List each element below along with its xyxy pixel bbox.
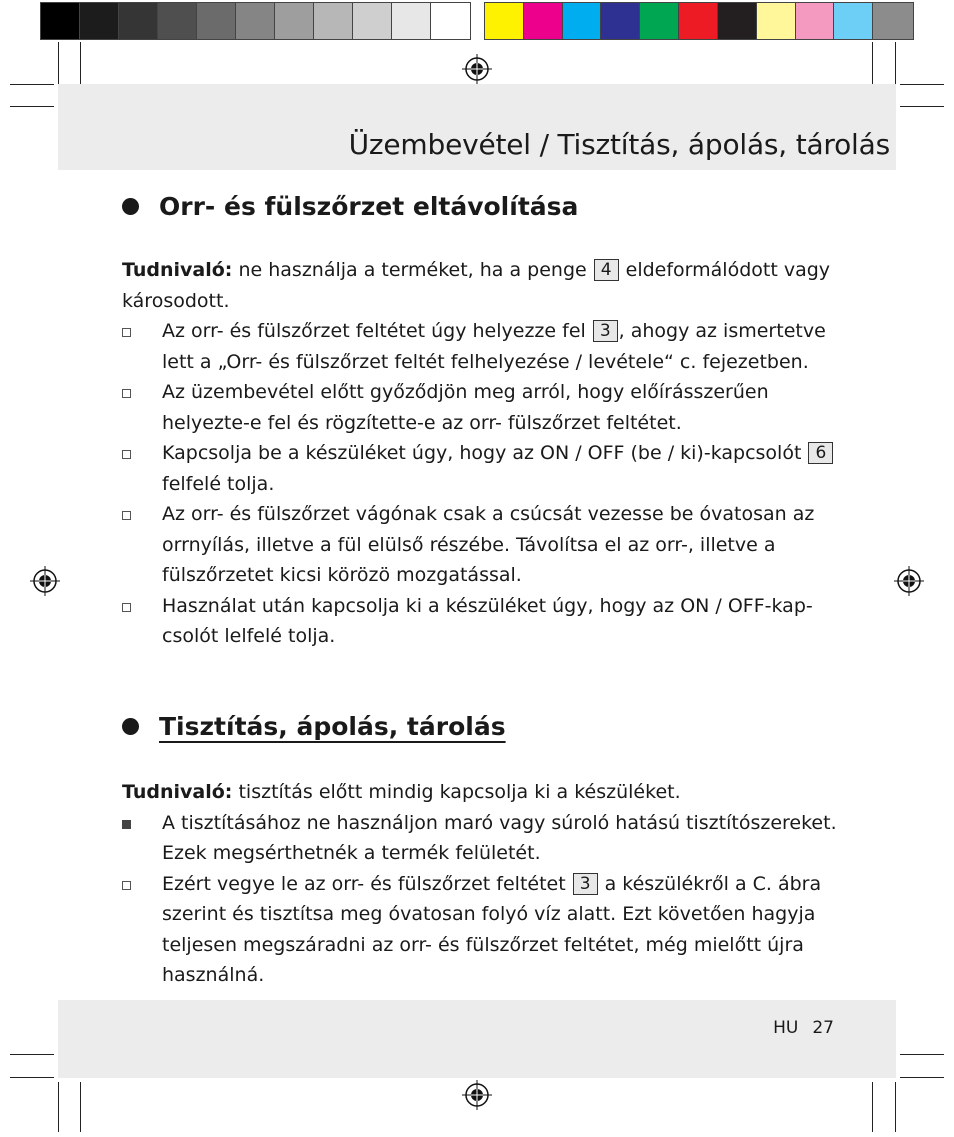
crop-mark — [872, 42, 873, 88]
crop-mark — [58, 1082, 59, 1132]
color-swatch — [679, 3, 718, 39]
list-item — [122, 808, 842, 869]
list-item-text: Az orr- és fülszőrzet feltétet úgy helyezze fel — [162, 320, 586, 342]
section-heading-text: Orr- és fülszőrzet eltávolítása — [159, 192, 579, 221]
list-item-text: Kapcsolja be a készüléket úgy, hogy az ON / OFF (be / ki)-kapcsolót — [162, 442, 802, 464]
note-label: Tudnivaló: — [122, 259, 233, 281]
filled-square-bullet-icon — [122, 820, 131, 829]
color-swatch — [718, 3, 757, 39]
gray-swatch — [80, 3, 119, 39]
list-item-text: Az orr- és fülszőrzet vágónak csak a csúcsát vezesse be óvatosan az orrnyílás, illetve a fül elülső részébe. Távolítsa el az orr-, illetve a fülszőrzetet kicsi körözö mozgatással. — [162, 503, 815, 586]
list-item-text: A tisztításához ne használjon maró vagy súroló hatású tisztítószereket. Ezek megsérthetnék a termék felületét. — [162, 811, 837, 864]
instruction-list — [122, 808, 842, 991]
page-title: Üzembevétel / Tisztítás, ápolás, tárolás — [348, 128, 890, 161]
section-hair-removal — [122, 192, 842, 221]
checkbox-bullet-icon — [122, 511, 131, 520]
page-footer — [773, 1018, 834, 1038]
color-swatch — [563, 3, 602, 39]
color-swatch — [601, 3, 640, 39]
crop-mark — [900, 106, 944, 107]
color-swatch — [834, 3, 873, 39]
bullet-dot-icon — [122, 718, 139, 735]
gray-swatch — [314, 3, 353, 39]
color-swatch — [873, 3, 913, 39]
page-number: 27 — [812, 1018, 834, 1038]
color-swatch — [640, 3, 679, 39]
list-item-text: Használat után kapcsolja ki a készüléket úgy, hogy az ON / OFF-kap-csolót lelfelé tolja. — [162, 594, 813, 647]
crop-mark — [872, 1082, 873, 1132]
gray-swatch — [41, 3, 80, 39]
crop-mark — [10, 84, 54, 85]
registration-mark-icon — [462, 1080, 492, 1110]
gray-swatch — [197, 3, 236, 39]
crop-mark — [900, 84, 944, 85]
list-item-text: felfelé tolja. — [162, 472, 275, 495]
instruction-list — [122, 316, 842, 652]
checkbox-bullet-icon — [122, 328, 131, 337]
part-reference: 3 — [573, 873, 598, 895]
checkbox-bullet-icon — [122, 881, 131, 890]
crop-mark — [80, 1082, 81, 1132]
gray-swatch — [236, 3, 275, 39]
part-reference: 6 — [808, 442, 833, 464]
list-item — [122, 499, 842, 591]
list-item — [122, 869, 842, 991]
gray-swatch — [275, 3, 314, 39]
list-item-text: Ezért vegye le az orr- és fülszőrzet feltétet — [162, 872, 566, 895]
footer-band — [58, 1000, 896, 1078]
crop-mark — [895, 42, 896, 88]
color-swatch — [796, 3, 835, 39]
list-item — [122, 591, 842, 652]
gray-swatch — [392, 3, 431, 39]
gray-swatch — [158, 3, 197, 39]
note-paragraph — [122, 255, 842, 316]
color-swatch — [485, 3, 524, 39]
registration-mark-icon — [462, 54, 492, 84]
color-swatch — [524, 3, 563, 39]
note-text: tisztítás előtt mindig kapcsolja ki a készüléket. — [238, 781, 681, 803]
gray-swatch — [353, 3, 392, 39]
color-swatch — [757, 3, 796, 39]
crop-mark — [58, 42, 59, 88]
grayscale-calibration-bar — [40, 2, 471, 40]
section-cleaning-body — [122, 777, 842, 991]
bullet-dot-icon — [122, 198, 139, 215]
section-hair-removal-body — [122, 255, 842, 652]
section-heading-text: Tisztítás, ápolás, tárolás — [159, 712, 506, 741]
color-calibration-bar — [484, 2, 914, 40]
checkbox-bullet-icon — [122, 450, 131, 459]
note-text: ne használja a terméket, ha a penge — [238, 259, 587, 281]
crop-mark — [10, 1054, 54, 1055]
list-item-text: , ahogy az ismertetve lett a „Orr- és fülszőrzet feltét felhelyezése / levétele“ c. fejezetben. — [162, 320, 826, 373]
list-item — [122, 316, 842, 377]
gray-swatch — [431, 3, 470, 39]
language-code: HU — [773, 1018, 799, 1038]
checkbox-bullet-icon — [122, 389, 131, 398]
note-label: Tudnivaló: — [122, 781, 233, 803]
crop-mark — [10, 1077, 54, 1078]
part-reference: 4 — [594, 259, 619, 281]
note-paragraph — [122, 777, 842, 808]
checkbox-bullet-icon — [122, 603, 131, 612]
crop-mark — [895, 1082, 896, 1132]
section-heading — [122, 712, 842, 741]
crop-mark — [80, 42, 81, 88]
note-text: eldeformálódott vagy károsodott. — [122, 259, 831, 312]
part-reference: 3 — [593, 320, 618, 342]
registration-mark-icon — [30, 566, 60, 596]
section-heading — [122, 192, 842, 221]
list-item — [122, 438, 842, 499]
crop-mark — [10, 106, 54, 107]
list-item — [122, 377, 842, 438]
gray-swatch — [119, 3, 158, 39]
crop-mark — [900, 1054, 944, 1055]
registration-mark-icon — [894, 566, 924, 596]
crop-mark — [900, 1077, 944, 1078]
section-cleaning — [122, 712, 842, 741]
list-item-text: a készülékről a C. ábra szerint és tisztítsa meg óvatosan folyó víz alatt. Ezt követően hagyja teljesen megszáradni az orr- és fülszőrzet feltétet, még mielőtt újra használná. — [162, 872, 822, 986]
list-item-text: Az üzembevétel előtt győződjön meg arról, hogy előírásszerűen helyezte-e fel és rögzítette-e az orr- fülszőrzet feltétet. — [162, 381, 769, 434]
